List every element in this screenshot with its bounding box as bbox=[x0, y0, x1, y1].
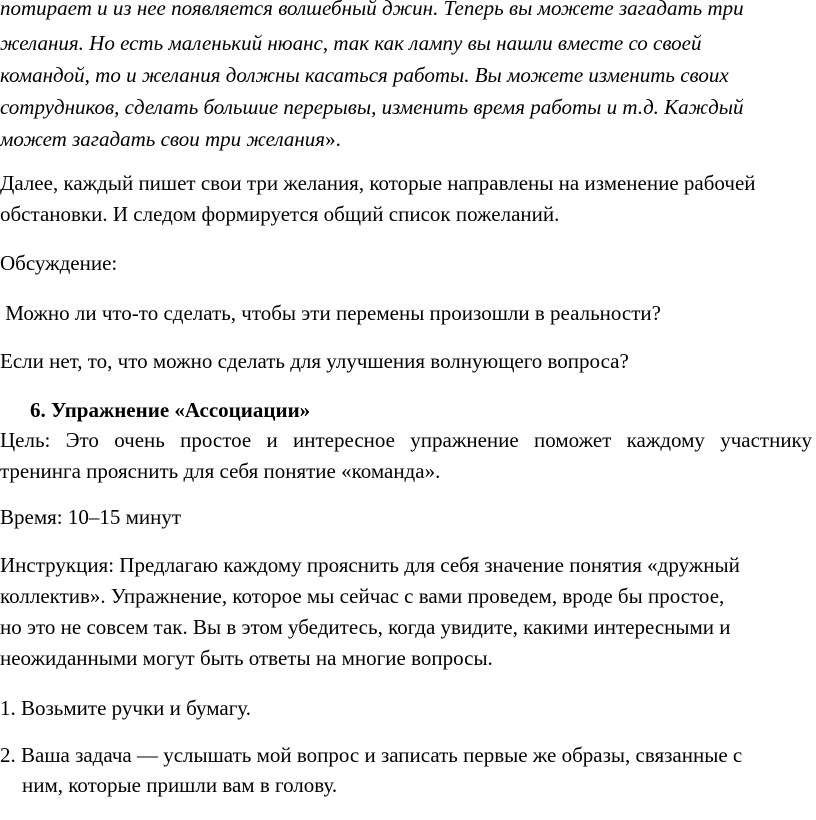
intro-line: желания. Но есть маленький нюанс, так как лампу вы нашли вместе со своей bbox=[0, 31, 702, 55]
step-item-continuation: ним, которые пришли вам в голову. bbox=[22, 773, 338, 797]
goal-word: участнику bbox=[720, 428, 812, 452]
discussion-label: Обсуждение: bbox=[0, 251, 118, 275]
instruction-line: но это не совсем так. Вы в этом убедитесь, когда увидите, какими интересными и bbox=[0, 615, 731, 639]
goal-word: Это bbox=[65, 428, 99, 452]
intro-line: может загадать свои три желания bbox=[0, 127, 326, 151]
step-item: 2. Ваша задача — услышать мой вопрос и записать первые же образы, связанные с bbox=[0, 743, 743, 767]
goal-word: Цель: bbox=[0, 428, 51, 452]
instruction-line: неожиданными могут быть ответы на многие вопросы. bbox=[0, 646, 493, 670]
intro-line: командой, то и желания должны касаться работы. Вы можете изменить своих bbox=[0, 63, 729, 87]
goal-word: поможет bbox=[534, 428, 612, 452]
goal-line: тренинга прояснить для себя понятие «команда». bbox=[0, 459, 441, 483]
goal-word: каждому bbox=[626, 428, 705, 452]
instruction-line: коллектив». Упражнение, которое мы сейчас с вами проведем, вроде бы простое, bbox=[0, 584, 725, 608]
goal-word: простое bbox=[180, 428, 252, 452]
discussion-question: Если нет, то, что можно сделать для улучшения волнующего вопроса? bbox=[0, 349, 629, 373]
goal-word: интересное bbox=[293, 428, 395, 452]
intro-last-line bbox=[0, 127, 341, 151]
intro-line: сотрудников, сделать большие перерывы, изменить время работы и т.д. Каждый bbox=[0, 95, 744, 119]
intro-line: потирает и из нее появляется волшебный джин. Теперь вы можете загадать три bbox=[0, 0, 744, 20]
step-item: 1. Возьмите ручки и бумагу. bbox=[0, 696, 251, 720]
intro-closing-quote: ». bbox=[325, 127, 341, 151]
paragraph-line: Далее, каждый пишет свои три желания, которые направлены на изменение рабочей bbox=[0, 171, 756, 195]
goal-word: и bbox=[266, 428, 278, 452]
paragraph-line: обстановки. И следом формируется общий список пожеланий. bbox=[0, 202, 560, 226]
instruction-line: Инструкция: Предлагаю каждому прояснить для себя значение понятия «дружный bbox=[0, 553, 740, 577]
exercise-heading: 6. Упражнение «Ассоциации» bbox=[30, 398, 311, 422]
goal-word: очень bbox=[114, 428, 165, 452]
time-text: Время: 10–15 минут bbox=[0, 505, 182, 529]
discussion-question: Можно ли что-то сделать, чтобы эти перемены произошли в реальности? bbox=[0, 301, 661, 325]
goal-word: упражнение bbox=[410, 428, 519, 452]
goal-line bbox=[0, 428, 812, 452]
